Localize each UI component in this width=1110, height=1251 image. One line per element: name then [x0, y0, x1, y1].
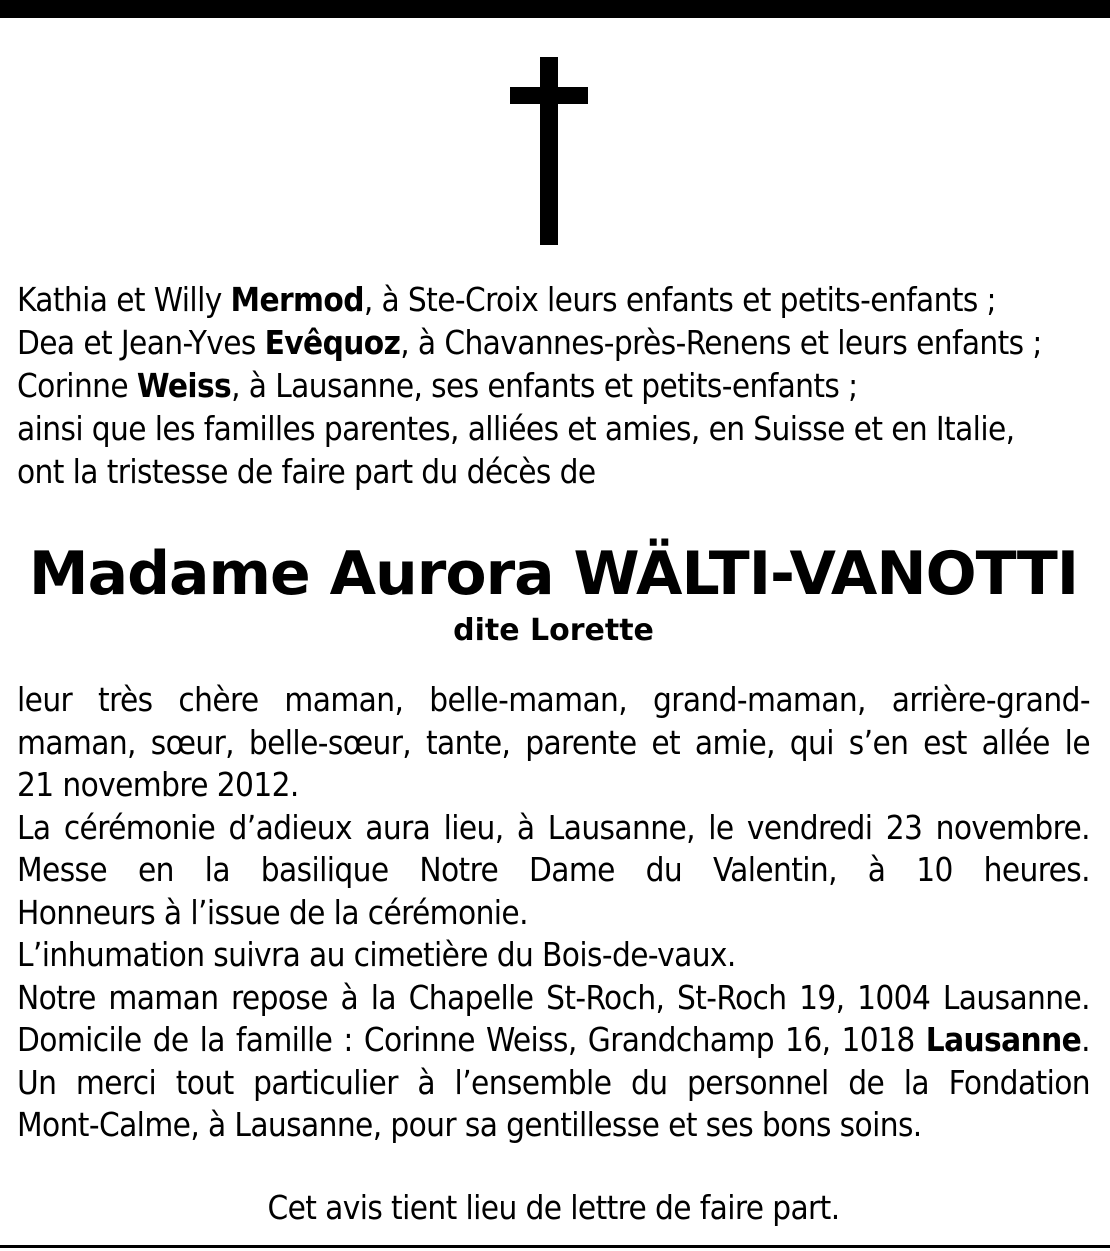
cross-vertical-bar [540, 57, 558, 245]
family-line-1 [17, 278, 1090, 321]
obituary-content [17, 278, 1090, 1229]
family-surname: Weiss [136, 366, 232, 405]
deceased-alias: dite Lorette [453, 613, 654, 648]
body-line: Notre maman repose à la Chapelle St-Roch, St-Roch 19, 1004 Lausanne. [17, 977, 1090, 1017]
bottom-border-rule [0, 1245, 1110, 1248]
family-line-text: Corinne [17, 366, 137, 405]
cross-horizontal-bar [510, 87, 588, 104]
body-line: La cérémonie d’adieux aura lieu, à Lausanne, le vendredi 23 novembre. [17, 807, 1090, 847]
domicile-line [17, 1019, 1090, 1062]
family-line-2 [17, 321, 1090, 364]
family-line-text: , à Ste-Croix leurs enfants et petits-enfants ; [363, 280, 996, 319]
body-line: leur très chère maman, belle-maman, grand-maman, arrière-grand- [17, 680, 1090, 719]
domicile-period: . [1081, 1020, 1090, 1059]
family-line-text: Kathia et Willy [17, 280, 231, 319]
body-line: Un merci tout particulier à l’ensemble du personnel de la Fondation [17, 1062, 1090, 1102]
body-line: maman, sœur, belle-sœur, tante, parente et amie, qui s’en est allée le [17, 722, 1090, 762]
family-surname: Mermod [230, 280, 364, 319]
family-surname: Evêquoz [264, 323, 401, 362]
closing-line: Cet avis tient lieu de lettre de faire part. [267, 1187, 840, 1227]
domicile-text: Domicile de la famille : Corinne Weiss, Grandchamp 16, 1018 [17, 1020, 926, 1059]
body-line: L’inhumation suivra au cimetière du Bois-de-vaux. [17, 935, 736, 974]
body-line: Honneurs à l’issue de la cérémonie. [17, 892, 528, 932]
family-line-text: , à Chavannes-près-Renens et leurs enfants ; [400, 323, 1042, 362]
deceased-name: Madame Aurora WÄLTI-VANOTTI [28, 539, 1079, 609]
body-line: Messe en la basilique Notre Dame du Valentin, à 10 heures. [17, 850, 1090, 889]
families-line: ainsi que les familles parentes, alliées et amies, en Suisse et en Italie, [17, 409, 1015, 448]
family-line-text: Dea et Jean-Yves [17, 323, 265, 362]
family-line-3 [17, 364, 1090, 407]
notice-body [17, 679, 1090, 1147]
body-line: 21 novembre 2012. [17, 765, 299, 804]
announcement-line: ont la tristesse de faire part du décès de [17, 452, 596, 491]
domicile-city: Lausanne [925, 1020, 1082, 1059]
top-border-rule [0, 0, 1110, 18]
body-line: Mont-Calme, à Lausanne, pour sa gentillesse et ses bons soins. [17, 1105, 922, 1144]
family-line-text: , à Lausanne, ses enfants et petits-enfants ; [231, 366, 858, 405]
